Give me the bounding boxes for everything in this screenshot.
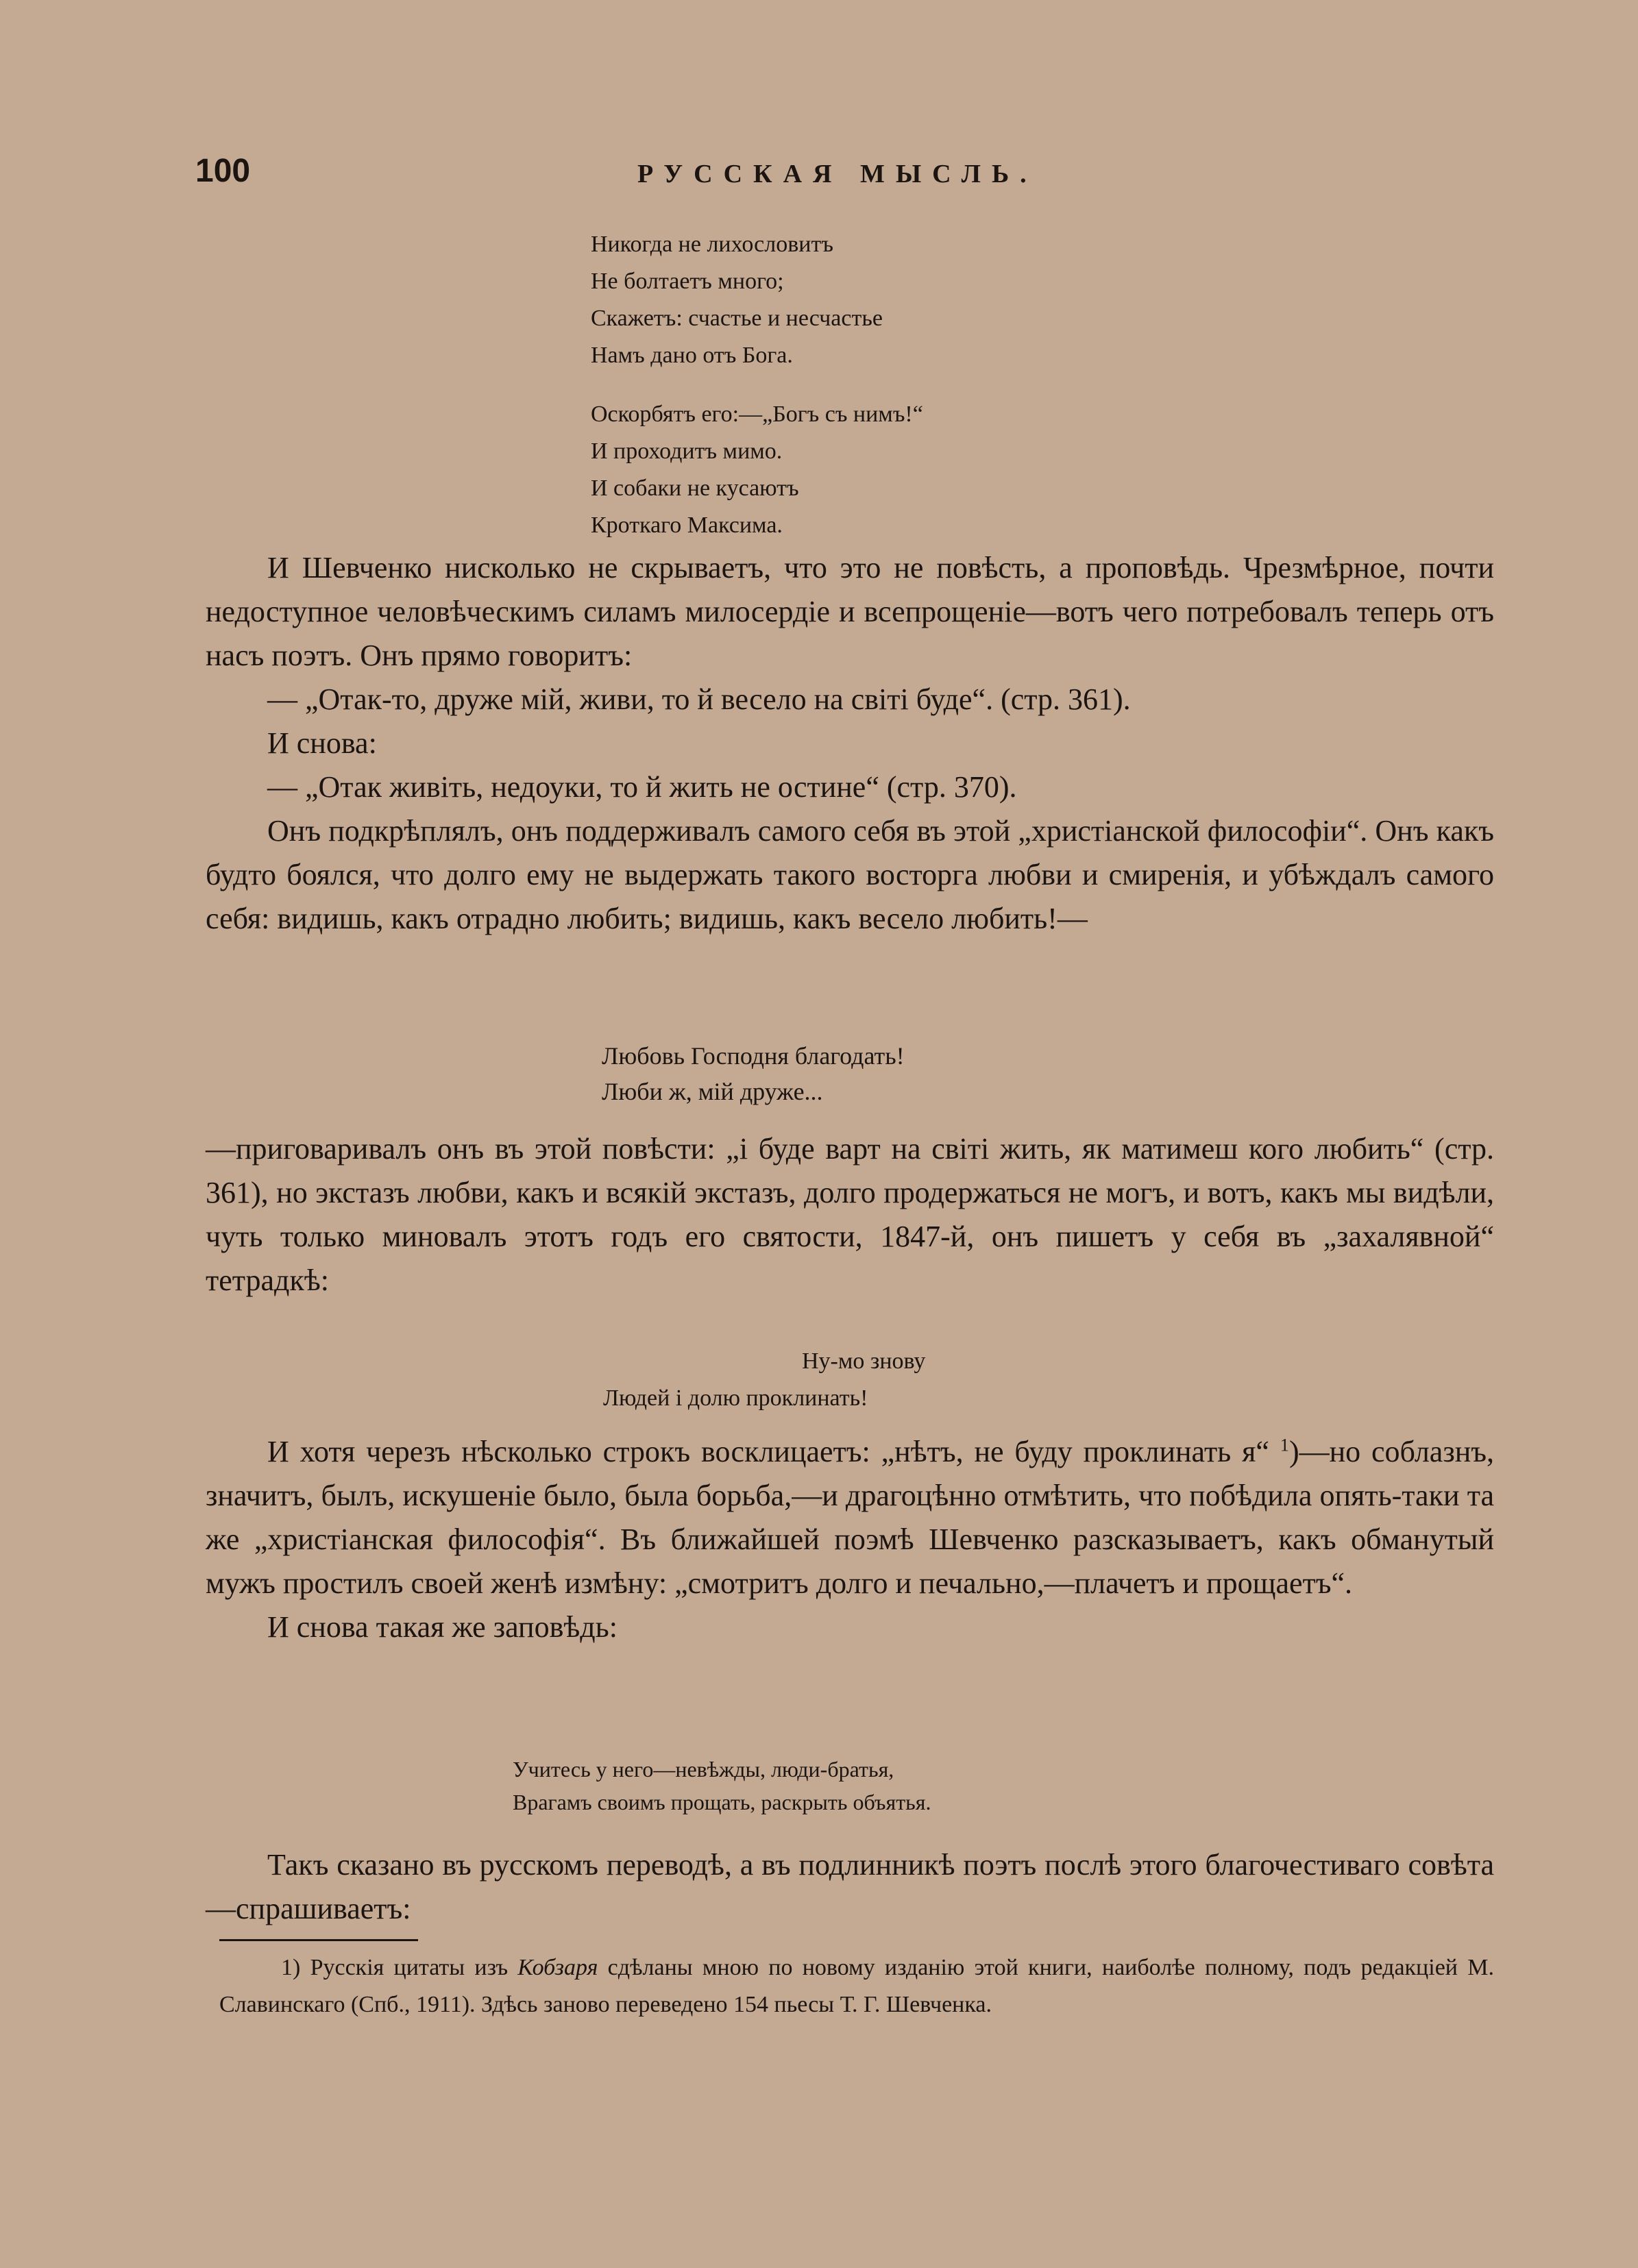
footnote-title: Кобзаря [517,1955,598,1980]
verse-line: И проходитъ мимо. [591,439,783,464]
paragraph-text: И хотя черезъ нѣсколько строкъ восклицаетъ: „нѣтъ, не буду проклинать я“ [267,1435,1280,1468]
paragraph: —приговаривалъ онъ въ этой повѣсти: „і буде варт на світі жить, як матимеш кого любить“ (стр. 361), но экстазъ любви, какъ и всякій экстазъ, долго продержаться не могъ, и вотъ, какъ мы видѣли, чуть только миновалъ этотъ годъ его святости, 1847-й, онъ пишетъ у себя въ „захалявной“ тетрадкѣ: [206,1132,1494,1297]
verse-block-1 [591,226,923,544]
footnote-paragraph [219,1949,1494,2023]
verse-line: Любовь Господня благодать! [602,1042,905,1070]
prose-block-3 [206,1430,1494,1649]
paragraph: И Шевченко нисколько не скрываетъ, что это не повѣсть, а проповѣдь. Чрезмѣрное, почти недоступное человѣческимъ силамъ милосердіе и всепрощеніе—вотъ чего потребовалъ теперь отъ насъ поэтъ. Онъ прямо говоритъ: [206,551,1494,672]
paragraph-short: И снова: [267,726,377,760]
verse-line: Кроткаго Максима. [591,513,783,538]
footnote [219,1949,1494,2023]
verse-line: Оскорбятъ его:—„Богъ съ нимъ!“ [591,402,923,427]
paragraph-short: И снова такая же заповѣдь: [267,1610,618,1644]
verse-line: Намъ дано отъ Бога. [591,343,793,368]
paragraph-text: )—но соблазнъ, значитъ, былъ, искушеніе было, была борьба,—и драгоцѣнно отмѣтить, что побѣдила опять-таки та же „христіанская философія“. Въ ближайшей поэмѣ Шевченко разсказываетъ, какъ обманутый мужъ простилъ своей женѣ измѣну: „смотритъ долго и печально,—плачетъ и прощаетъ“. [206,1435,1495,1600]
verse-line: Людей і долю проклинать! [603,1385,868,1411]
footnote-text: сдѣланы мною по новому изданію этой книги, наиболѣе полному, подъ редакціей М. Славинскаго (Спб., 1911). Здѣсь заново переведено 154 пьесы Т. Г. Шевченка. [219,1955,1494,2017]
verse-line: Ну-мо знову [802,1348,926,1374]
footnote-text: Русскія цитаты изъ [300,1955,518,1980]
footnote-ref: 1 [1280,1434,1289,1455]
paragraph: Такъ сказано въ русскомъ переводѣ, а въ подлинникѣ поэтъ послѣ этого благочестиваго совѣта—спрашиваетъ: [206,1848,1494,1925]
verse-line: Скажетъ: счастье и несчастье [591,306,883,331]
verse-line: Никогда не лихословитъ [591,232,833,257]
quote-line: — „Отак-то, друже мій, живи, то й весело на світі буде“. (стр. 361). [267,682,1131,716]
paragraph [206,1430,1494,1605]
footnote-divider [219,1939,418,1941]
verse-block-4 [513,1753,931,1819]
prose-block-2 [206,1127,1494,1303]
quote-line: — „Отак живіть, недоуки, то й жить не остине“ (стр. 370). [267,770,1017,804]
footnote-marker: 1) [281,1955,301,1980]
verse-line: Не болтаетъ много; [591,269,784,294]
verse-line: Врагамъ своимъ прощать, раскрыть объятья. [513,1790,931,1814]
verse-block-2 [602,1038,905,1109]
prose-block-1 [206,546,1494,941]
verse-line: Люби ж, мій друже... [602,1078,823,1105]
verse-line: И собаки не кусаютъ [591,476,799,501]
verse-block-3 [603,1343,925,1417]
verse-line: Учитесь у него—невѣжды, люди-братья, [513,1757,894,1782]
running-head: РУССКАЯ МЫСЛЬ. [637,160,1038,188]
paragraph: Онъ подкрѣплялъ, онъ поддерживалъ самого себя въ этой „христіанской философіи“. Онъ какъ будто боялся, что долго ему не выдержать такого восторга любви и смиренія, и убѣждалъ самого себя: видишь, какъ отрадно любить; видишь, какъ весело любить!— [206,814,1494,935]
page-number: 100 [195,153,251,189]
prose-block-4 [206,1843,1494,1931]
